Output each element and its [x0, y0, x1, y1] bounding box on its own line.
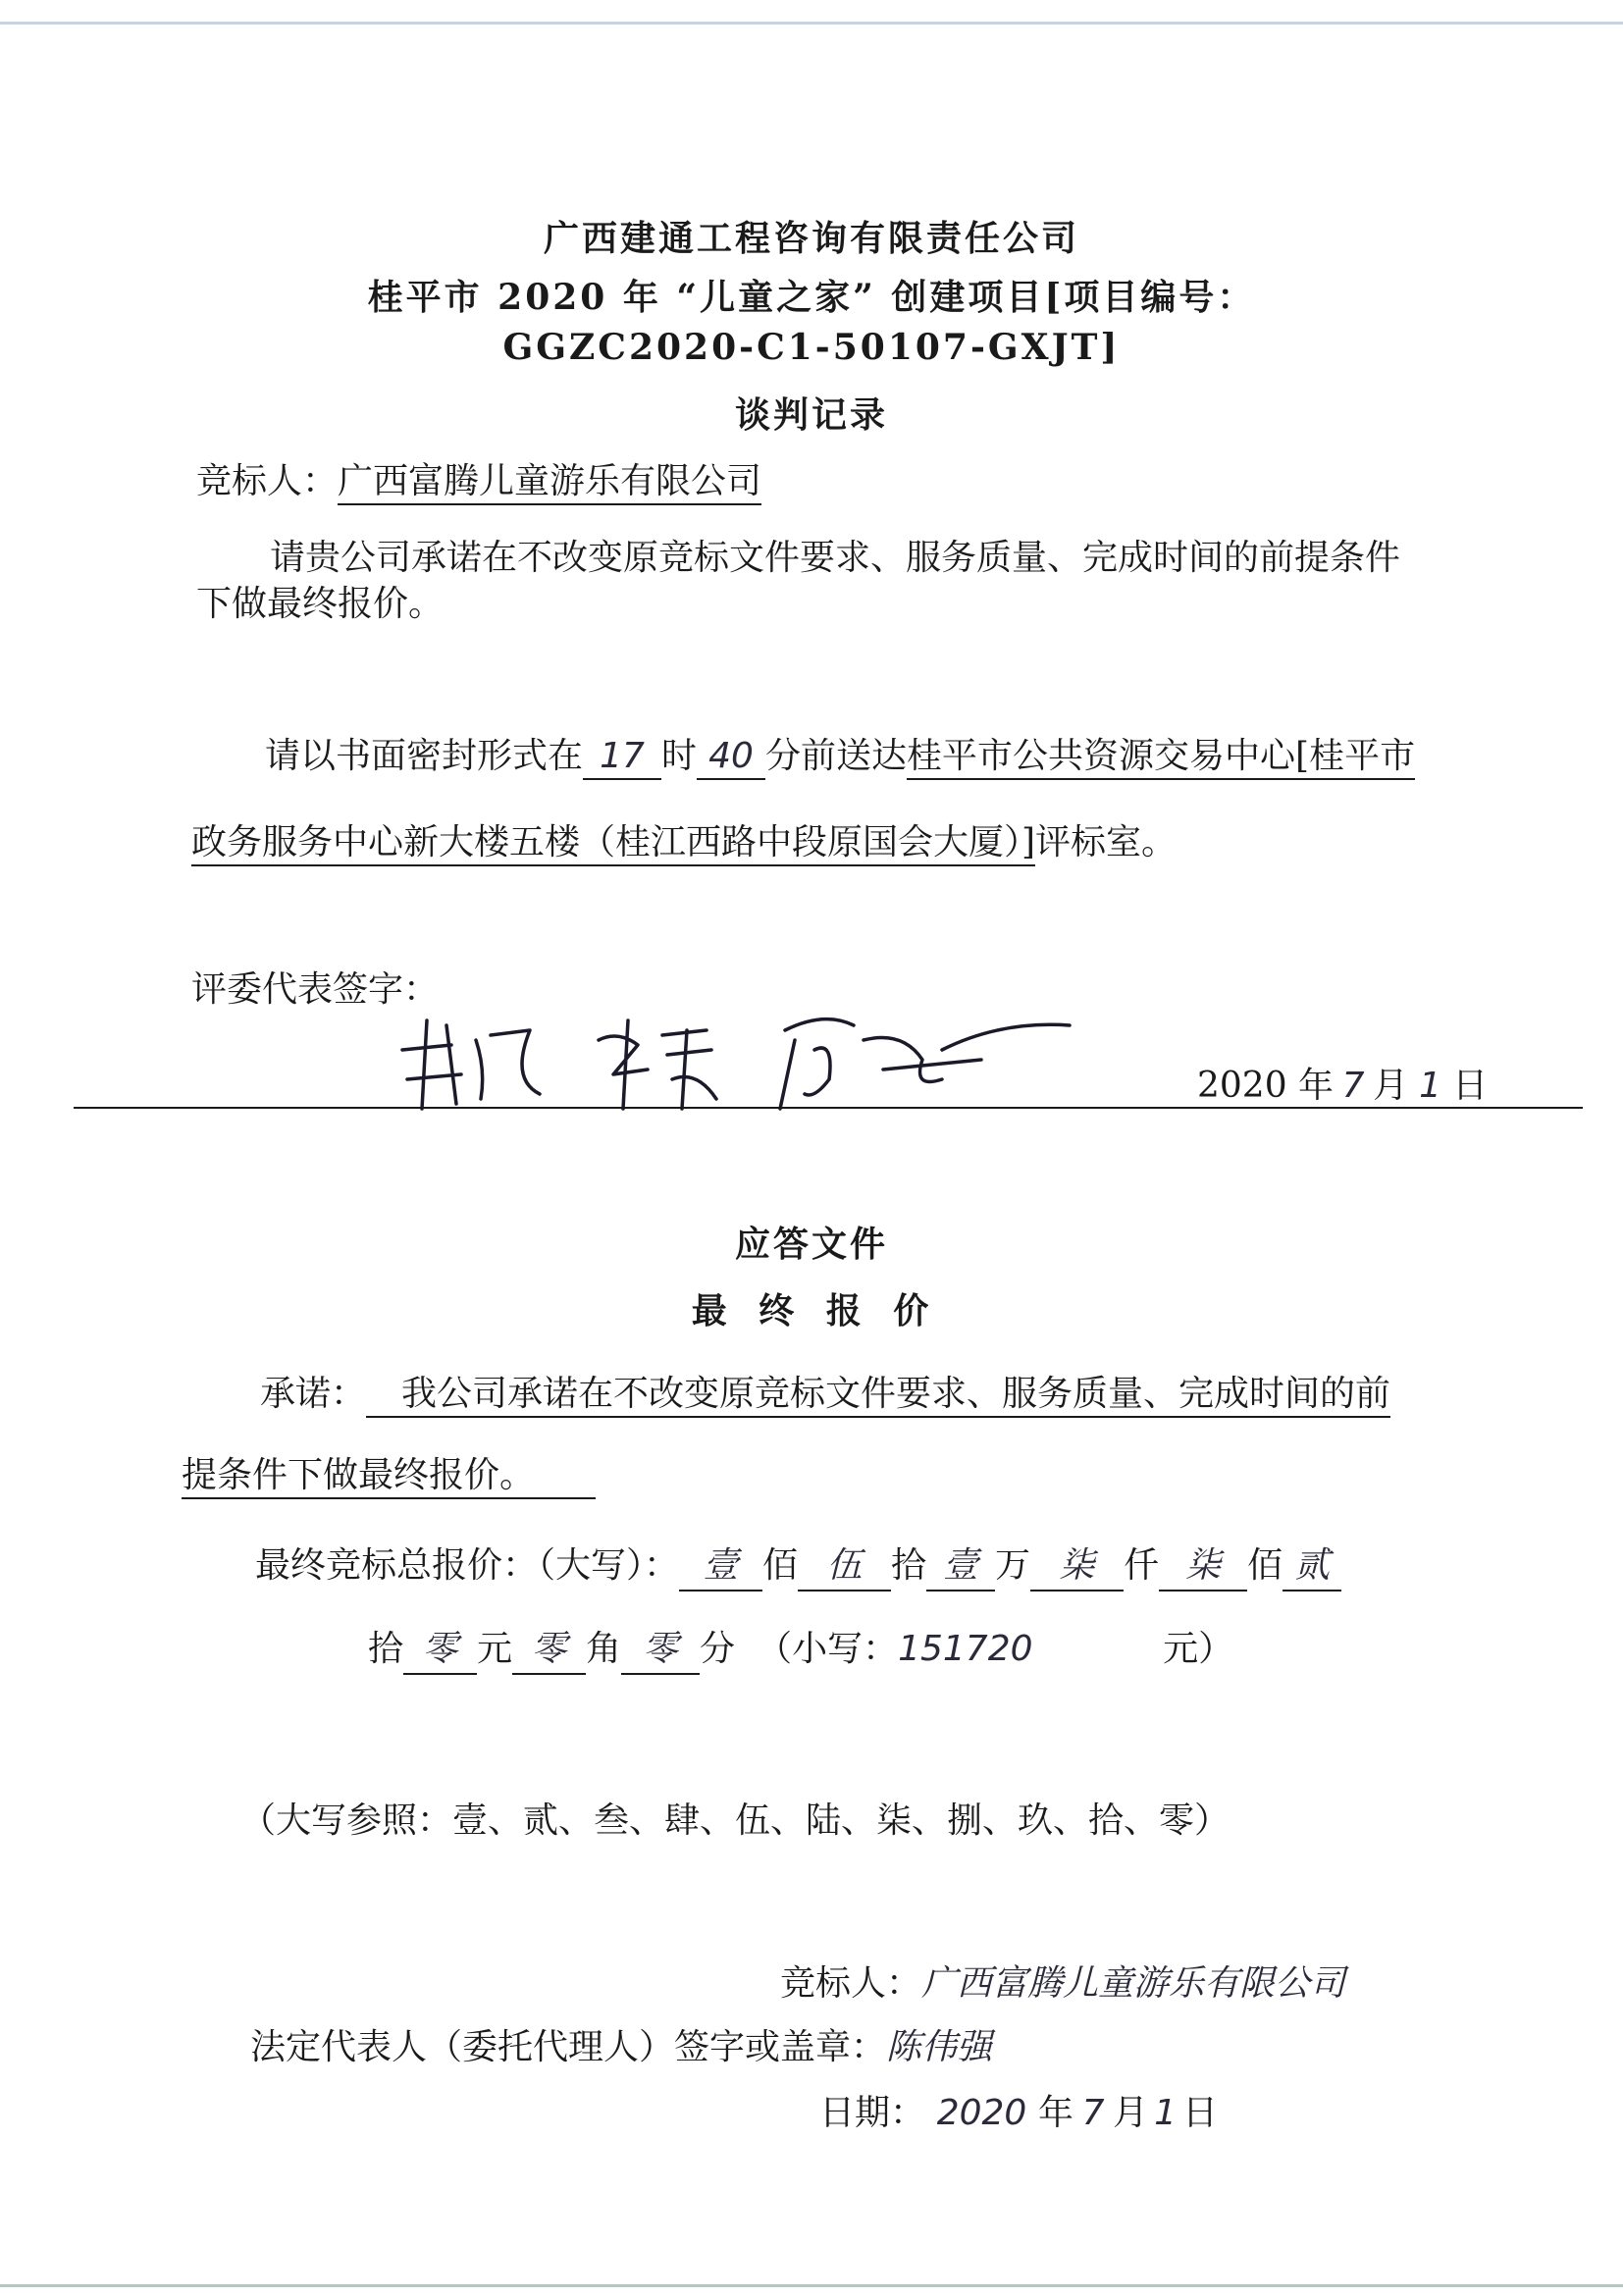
company-title: 广西建通工程咨询有限责任公司 — [543, 218, 1079, 259]
digit-fen: 零 — [621, 1621, 700, 1675]
small-unit: 元） — [1163, 1629, 1234, 1669]
digit-hundred-thousand: 壹 — [679, 1538, 762, 1592]
response-subtitle: 最 终 报 价 — [691, 1290, 932, 1331]
delivery-line1 — [265, 728, 1415, 780]
promise-line2 — [182, 1447, 596, 1497]
hour-unit: 时 — [661, 736, 698, 776]
location-part2: 政务服务中心新大楼五楼（桂江西路中段原国会大厦）] — [191, 822, 1035, 866]
total-label: 最终竞标总报价：（大写）： — [255, 1545, 680, 1586]
committee-label: 评委代表签字： — [191, 969, 440, 1010]
response-date-month: 7 — [1081, 2093, 1105, 2133]
unit-qian: 仟 — [1124, 1545, 1160, 1586]
project-number: GGZC2020-C1-50107-GXJT] — [502, 327, 1121, 368]
digit-wan: 壹 — [926, 1538, 995, 1592]
promise-text1: 我公司承诺在不改变原竞标文件要求、服务质量、完成时间的前 — [366, 1374, 1390, 1418]
response-date-line — [819, 2085, 1218, 2135]
request-line2: 下做最终报价。 — [196, 584, 445, 624]
response-date-label: 日期： — [819, 2093, 926, 2133]
scan-top-edge — [0, 22, 1623, 25]
promise-text2: 提条件下做最终报价。 — [182, 1455, 596, 1499]
committee-date — [1197, 1058, 1488, 1108]
response-date-day: 1 — [1154, 2093, 1177, 2133]
bidder-line — [196, 453, 761, 503]
hour-value: 17 — [583, 736, 661, 780]
digit-ten-thousand: 伍 — [798, 1538, 891, 1592]
unit-bai: 佰 — [762, 1545, 799, 1586]
record-title: 谈判记录 — [734, 394, 888, 436]
minute-unit: 分前送达 — [765, 736, 908, 776]
small-label: （小写： — [757, 1629, 899, 1669]
unit-fen: 分 — [700, 1629, 736, 1669]
promise-label: 承诺： — [260, 1374, 367, 1414]
bidder-name: 广西富腾儿童游乐有限公司 — [338, 461, 761, 505]
unit-shi2: 拾 — [368, 1629, 404, 1669]
response-date-year: 2020 — [936, 2093, 1027, 2133]
response-date-month-unit: 月 — [1113, 2093, 1149, 2133]
scan-bottom-edge — [0, 2284, 1623, 2287]
unit-wan: 万 — [995, 1545, 1031, 1586]
committee-date-month-unit: 月 — [1373, 1066, 1409, 1106]
digit-qian: 柒 — [1030, 1538, 1124, 1592]
bidder-label: 竞标人： — [196, 461, 339, 501]
request-line1: 请贵公司承诺在不改变原竞标文件要求、服务质量、完成时间的前提条件 — [270, 538, 1401, 578]
response-bidder-label: 竞标人： — [780, 1963, 922, 2004]
location-part1: 桂平市公共资源交易中心[桂平市 — [907, 736, 1415, 780]
representative-signature: 陈伟强 — [886, 2027, 993, 2067]
representative-label: 法定代表人（委托代理人）签字或盖章： — [250, 2027, 887, 2067]
response-date-day-unit: 日 — [1182, 2093, 1219, 2133]
unit-shi: 拾 — [891, 1545, 927, 1586]
response-bidder-name: 广西富腾儿童游乐有限公司 — [921, 1963, 1346, 2004]
digit-yuan: 零 — [403, 1621, 477, 1675]
reference-note: （大写参照：壹、贰、叁、肆、伍、陆、柒、捌、玖、拾、零） — [240, 1800, 1230, 1841]
digit-bai: 柒 — [1159, 1538, 1247, 1592]
digit-shi: 贰 — [1283, 1538, 1341, 1592]
delivery-prefix: 请以书面密封形式在 — [265, 736, 584, 776]
response-title: 应答文件 — [734, 1224, 888, 1265]
total-price-line2 — [368, 1621, 1233, 1675]
promise-line1 — [260, 1366, 1390, 1416]
unit-bai2: 佰 — [1247, 1545, 1283, 1586]
digit-jiao: 零 — [512, 1621, 586, 1675]
unit-yuan: 元 — [477, 1629, 513, 1669]
small-value: 151720 — [898, 1629, 1033, 1669]
response-bidder-line — [780, 1956, 1345, 2006]
committee-signatures — [393, 1001, 1079, 1119]
committee-date-month: 7 — [1341, 1066, 1365, 1106]
committee-date-year: 2020 年 — [1197, 1066, 1335, 1106]
committee-date-day-unit: 日 — [1452, 1066, 1489, 1106]
location-suffix: 评标室。 — [1035, 822, 1178, 862]
unit-jiao: 角 — [586, 1629, 622, 1669]
committee-date-day: 1 — [1419, 1066, 1442, 1106]
total-price-line1 — [255, 1538, 1341, 1592]
response-date-year-unit: 年 — [1038, 2093, 1074, 2133]
delivery-line2 — [191, 814, 1177, 864]
minute-value: 40 — [697, 736, 765, 780]
project-title-line1: 桂平市 2020 年 “儿童之家” 创建项目[项目编号： — [367, 277, 1256, 318]
representative-line — [250, 2019, 992, 2069]
section-divider — [74, 1107, 1583, 1109]
